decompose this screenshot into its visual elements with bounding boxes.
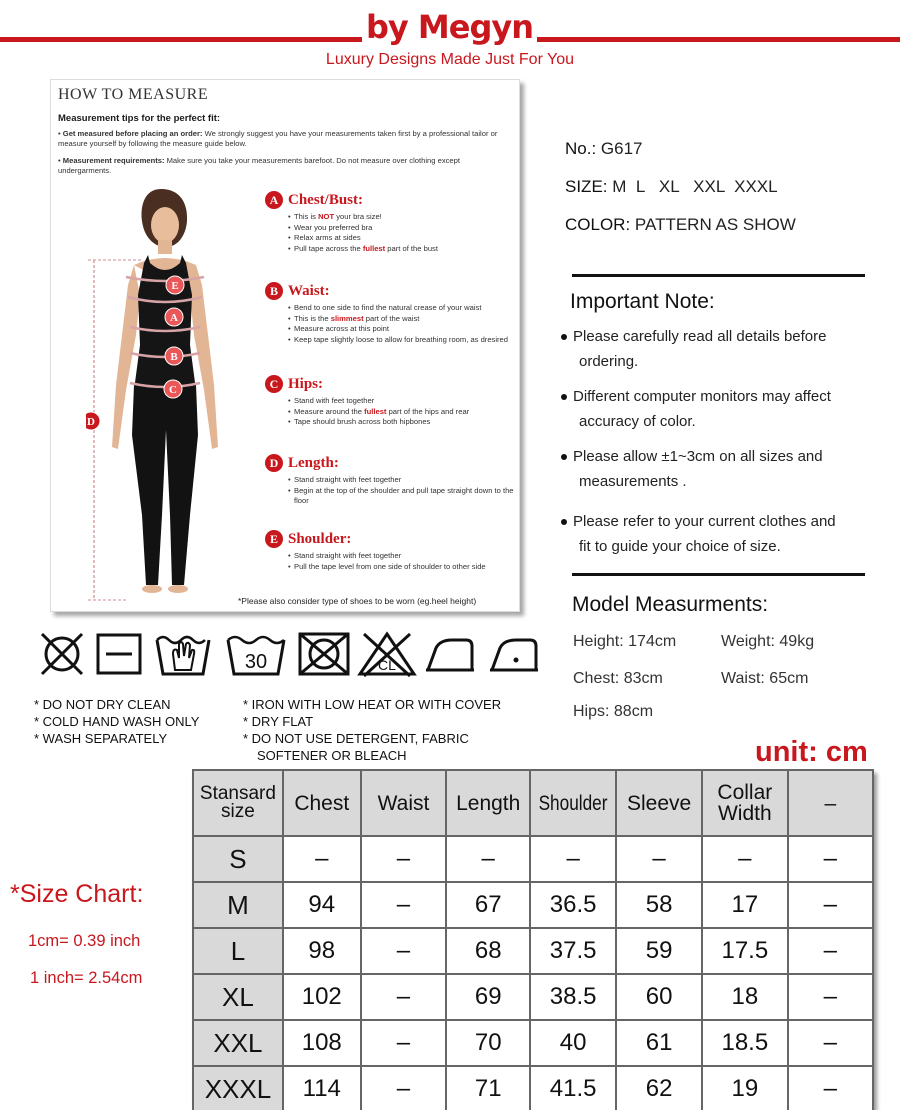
important-note-heading: Important Note: <box>570 290 715 313</box>
header-rule-left <box>0 37 362 42</box>
hips-tip: • Tape should brush across both hipbones <box>288 417 515 428</box>
header-cell: Collar Width <box>702 770 788 836</box>
table-cell: 18 <box>702 974 788 1020</box>
svg-text:B: B <box>170 351 178 363</box>
brand-logo: by Megyn <box>366 8 533 46</box>
divider <box>572 274 865 277</box>
table-cell: 114 <box>283 1066 361 1110</box>
table-cell: – <box>361 928 447 974</box>
figure-badge-c <box>164 380 182 398</box>
waist-tip: • This is the slimmest part of the waist <box>288 314 515 325</box>
svg-text:C: C <box>169 384 177 396</box>
length-tip: • Begin at the top of the shoulder and pull tape straight down to the floor <box>288 486 515 507</box>
table-cell: 102 <box>283 974 361 1020</box>
size-chart-table <box>192 769 874 1110</box>
shoulder-tip: • Stand straight with feet together <box>288 551 515 562</box>
table-cell: – <box>446 836 530 882</box>
table-cell: 41.5 <box>530 1066 616 1110</box>
badge-c-icon: C <box>265 375 283 393</box>
chest-tip: • Relax arms at sides <box>288 233 515 244</box>
waist-tip: • Bend to one side to find the natural crease of your waist <box>288 303 515 314</box>
bullet-icon <box>561 519 567 525</box>
table-cell: – <box>361 1066 447 1110</box>
no-dry-clean-icon <box>36 630 88 678</box>
table-cell: 68 <box>446 928 530 974</box>
model-chest: Chest: 83cm <box>573 670 663 687</box>
header-cell: Shoulder <box>530 770 616 836</box>
svg-text:D: D <box>87 416 95 428</box>
table-cell: M <box>193 882 283 928</box>
section-chest: A Chest/Bust: • This is NOT your bra size! • Wear you preferred bra • Relax arms at sides • Pull tape across the fullest part of the bust <box>265 190 515 254</box>
figure-badge-e <box>166 276 184 294</box>
table-cell: 19 <box>702 1066 788 1110</box>
how-to-measure-card <box>50 79 520 612</box>
table-row <box>193 974 873 1020</box>
table-cell: 94 <box>283 882 361 928</box>
table-cell: – <box>788 928 873 974</box>
model-height: Height: 174cm <box>573 633 677 650</box>
table-cell: 38.5 <box>530 974 616 1020</box>
section-length: D Length: • Stand straight with feet together • Begin at the top of the shoulder and pull tape straight down to the floor <box>265 453 515 507</box>
waist-tip: • Keep tape slightly loose to allow for breathing room, as dresired <box>288 335 515 346</box>
hand-wash-icon <box>153 630 213 678</box>
body-figure-illustration <box>86 185 256 605</box>
bleach-label: CL <box>378 657 396 673</box>
no-tumble-dry-icon <box>294 630 354 678</box>
brand-tagline: Luxury Designs Made Just For You <box>325 51 575 68</box>
table-cell: 69 <box>446 974 530 1020</box>
care-instructions-left: * DO NOT DRY CLEAN * COLD HAND WASH ONLY * WASH SEPARATELY <box>34 697 200 746</box>
tip-1: • Get measured before placing an order: We strongly suggest you have your measurements taken first by a professional tailor or measure yourself by following the measure guide below. <box>58 129 498 148</box>
table-cell: – <box>788 1020 873 1066</box>
badge-b-icon: B <box>265 282 283 300</box>
chest-tip: • This is NOT your bra size! <box>288 212 515 223</box>
divider <box>572 573 865 576</box>
table-cell: S <box>193 836 283 882</box>
table-cell: XL <box>193 974 283 1020</box>
length-tip: • Stand straight with feet together <box>288 475 515 486</box>
svg-text:A: A <box>170 312 178 324</box>
hips-tip: • Measure around the fullest part of the hips and rear <box>288 407 515 418</box>
table-cell: – <box>283 836 361 882</box>
table-cell: 108 <box>283 1020 361 1066</box>
table-cell: – <box>361 1020 447 1066</box>
table-cell: 70 <box>446 1020 530 1066</box>
iron-icon <box>424 630 476 678</box>
size-chart-title: *Size Chart: <box>10 880 144 908</box>
table-cell: 61 <box>616 1020 702 1066</box>
table-cell: 67 <box>446 882 530 928</box>
model-hips: Hips: 88cm <box>573 703 654 720</box>
header-cell: Waist <box>361 770 447 836</box>
table-row <box>193 836 873 882</box>
shoulder-tip: • Pull the tape level from one side of shoulder to other side <box>288 562 515 573</box>
badge-a-icon: A <box>265 191 283 209</box>
section-shoulder: E Shoulder: • Stand straight with feet together • Pull the tape level from one side of shoulder to other side <box>265 529 515 572</box>
dry-flat-icon <box>93 630 145 678</box>
product-color: COLOR: PATTERN AS SHOW <box>565 215 796 234</box>
header-cell: Sleeve <box>616 770 702 836</box>
table-cell: 17 <box>702 882 788 928</box>
section-waist: B Waist: • Bend to one side to find the natural crease of your waist • This is the slimmest part of the waist • Measure across at this point • Keep tape slightly loose to allow for breathing room, as dresired <box>265 281 515 345</box>
bullet-icon <box>561 394 567 400</box>
tips-heading: Measurement tips for the perfect fit: <box>58 113 221 124</box>
no-bleach-icon <box>356 630 418 678</box>
bullet-icon <box>561 454 567 460</box>
table-cell: – <box>788 1066 873 1110</box>
table-row <box>193 1020 873 1066</box>
header-cell: – <box>788 770 873 836</box>
table-cell: 98 <box>283 928 361 974</box>
iron-low-heat-icon <box>488 630 540 678</box>
table-cell: – <box>788 974 873 1020</box>
note-item: Please refer to your current clothes and fit to guide your choice of size. <box>561 509 881 559</box>
shoes-note: *Please also consider type of shoes to be worn (eg.heel height) <box>238 596 477 606</box>
table-cell: – <box>788 882 873 928</box>
header-cell: Chest <box>283 770 361 836</box>
table-cell: 59 <box>616 928 702 974</box>
figure-badge-d <box>86 412 100 430</box>
table-header-row <box>193 770 873 836</box>
badge-e-icon: E <box>265 530 283 548</box>
chest-tip: • Pull tape across the fullest part of the bust <box>288 244 515 255</box>
table-cell: – <box>361 836 447 882</box>
badge-d-icon: D <box>265 454 283 472</box>
tip-2: • Measurement requirements: Make sure you take your measurements barefoot. Do not measure over clothing except undergarments. <box>58 156 460 175</box>
care-instructions-right: * IRON WITH LOW HEAT OR WITH COVER * DRY FLAT * DO NOT USE DETERGENT, FABRIC SOFTENER OR BLEACH <box>243 697 502 763</box>
table-cell: 62 <box>616 1066 702 1110</box>
table-cell: 40 <box>530 1020 616 1066</box>
unit-label: unit: cm <box>755 736 868 768</box>
measure-title: HOW TO MEASURE <box>58 86 209 103</box>
header-rule-right <box>537 37 900 42</box>
note-item: Please allow ±1~3cm on all sizes and measurements . <box>561 444 881 494</box>
note-item: Different computer monitors may affect accuracy of color. <box>561 384 881 434</box>
note-item: Please carefully read all details before ordering. <box>561 324 881 374</box>
table-cell: 37.5 <box>530 928 616 974</box>
waist-tip: • Measure across at this point <box>288 324 515 335</box>
table-cell: XXL <box>193 1020 283 1066</box>
table-cell: – <box>702 836 788 882</box>
table-cell: – <box>361 882 447 928</box>
table-cell: 58 <box>616 882 702 928</box>
conversion-inch: 1 inch= 2.54cm <box>30 969 143 987</box>
table-cell: XXXL <box>193 1066 283 1110</box>
table-cell: 60 <box>616 974 702 1020</box>
table-cell: – <box>361 974 447 1020</box>
svg-text:E: E <box>171 280 179 292</box>
table-cell: – <box>530 836 616 882</box>
header-cell: Stansard size <box>193 770 283 836</box>
table-cell: 18.5 <box>702 1020 788 1066</box>
table-cell: 71 <box>446 1066 530 1110</box>
product-sizes: SIZE: M L XL XXL XXXL <box>565 177 778 196</box>
wash-temperature-label: 30 <box>244 651 268 673</box>
product-number: No.: G617 <box>565 139 643 158</box>
table-row <box>193 928 873 974</box>
table-cell: – <box>616 836 702 882</box>
header-cell: Length <box>446 770 530 836</box>
section-hips: C Hips: • Stand with feet together • Measure around the fullest part of the hips and rear • Tape should brush across both hipbones <box>265 374 515 428</box>
table-cell: L <box>193 928 283 974</box>
conversion-cm: 1cm= 0.39 inch <box>28 932 141 950</box>
table-cell: 36.5 <box>530 882 616 928</box>
table-cell: 17.5 <box>702 928 788 974</box>
model-measurements-heading: Model Measurments: <box>572 593 769 616</box>
bullet-icon <box>561 334 567 340</box>
table-row <box>193 882 873 928</box>
chest-tip: • Wear you preferred bra <box>288 223 515 234</box>
model-weight: Weight: 49kg <box>721 633 815 650</box>
figure-badge-a <box>165 308 183 326</box>
table-cell: – <box>788 836 873 882</box>
table-row <box>193 1066 873 1110</box>
model-waist: Waist: 65cm <box>721 670 809 687</box>
wash-30-icon <box>224 630 288 678</box>
figure-badge-b <box>165 347 183 365</box>
hips-tip: • Stand with feet together <box>288 396 515 407</box>
